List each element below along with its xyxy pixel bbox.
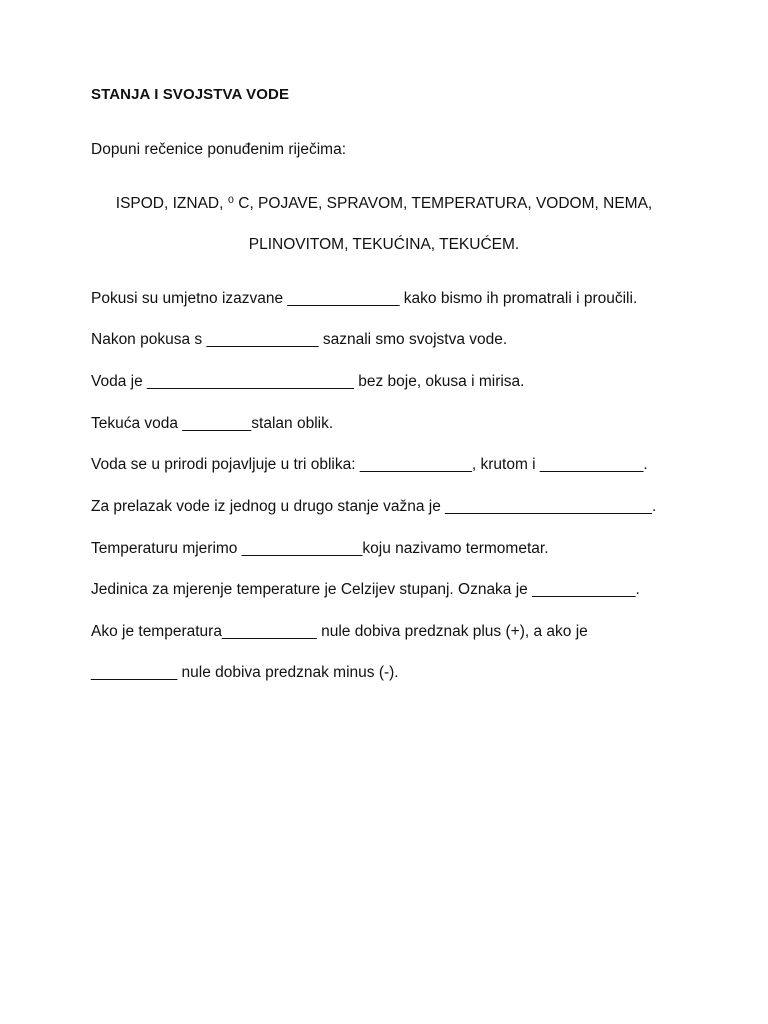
sentence-7: Temperaturu mjerimo ______________koju nazivamo termometar. (91, 540, 549, 557)
sentence-9: Ako je temperatura___________ nule dobiva predznak plus (+), a ako je (91, 623, 588, 640)
sentence-6: Za prelazak vode iz jednog u drugo stanje važna je ________________________. (91, 498, 657, 515)
word-bank-line-2: PLINOVITOM, TEKUĆINA, TEKUĆEM. (248, 236, 520, 253)
instruction-text: Dopuni rečenice ponuđenim riječima: (91, 141, 347, 158)
page-title: STANJA I SVOJSTVA VODE (91, 86, 290, 103)
sentence-8: Jedinica za mjerenje temperature je Celzijev stupanj. Oznaka je ____________. (91, 581, 640, 598)
sentence-5: Voda se u prirodi pojavljuje u tri oblika: _____________, krutom i ____________. (91, 456, 648, 473)
sentence-1: Pokusi su umjetno izazvane _____________ kako bismo ih promatrali i proučili. (91, 290, 638, 307)
sentence-2: Nakon pokusa s _____________ saznali smo svojstva vode. (91, 331, 508, 348)
sentence-4: Tekuća voda ________stalan oblik. (91, 415, 334, 432)
sentence-3: Voda je ________________________ bez boje, okusa i mirisa. (91, 373, 525, 390)
word-bank-line-1: ISPOD, IZNAD, ⁰ C, POJAVE, SPRAVOM, TEMPERATURA, VODOM, NEMA, (115, 195, 653, 212)
sentence-10: __________ nule dobiva predznak minus (-). (91, 664, 399, 681)
